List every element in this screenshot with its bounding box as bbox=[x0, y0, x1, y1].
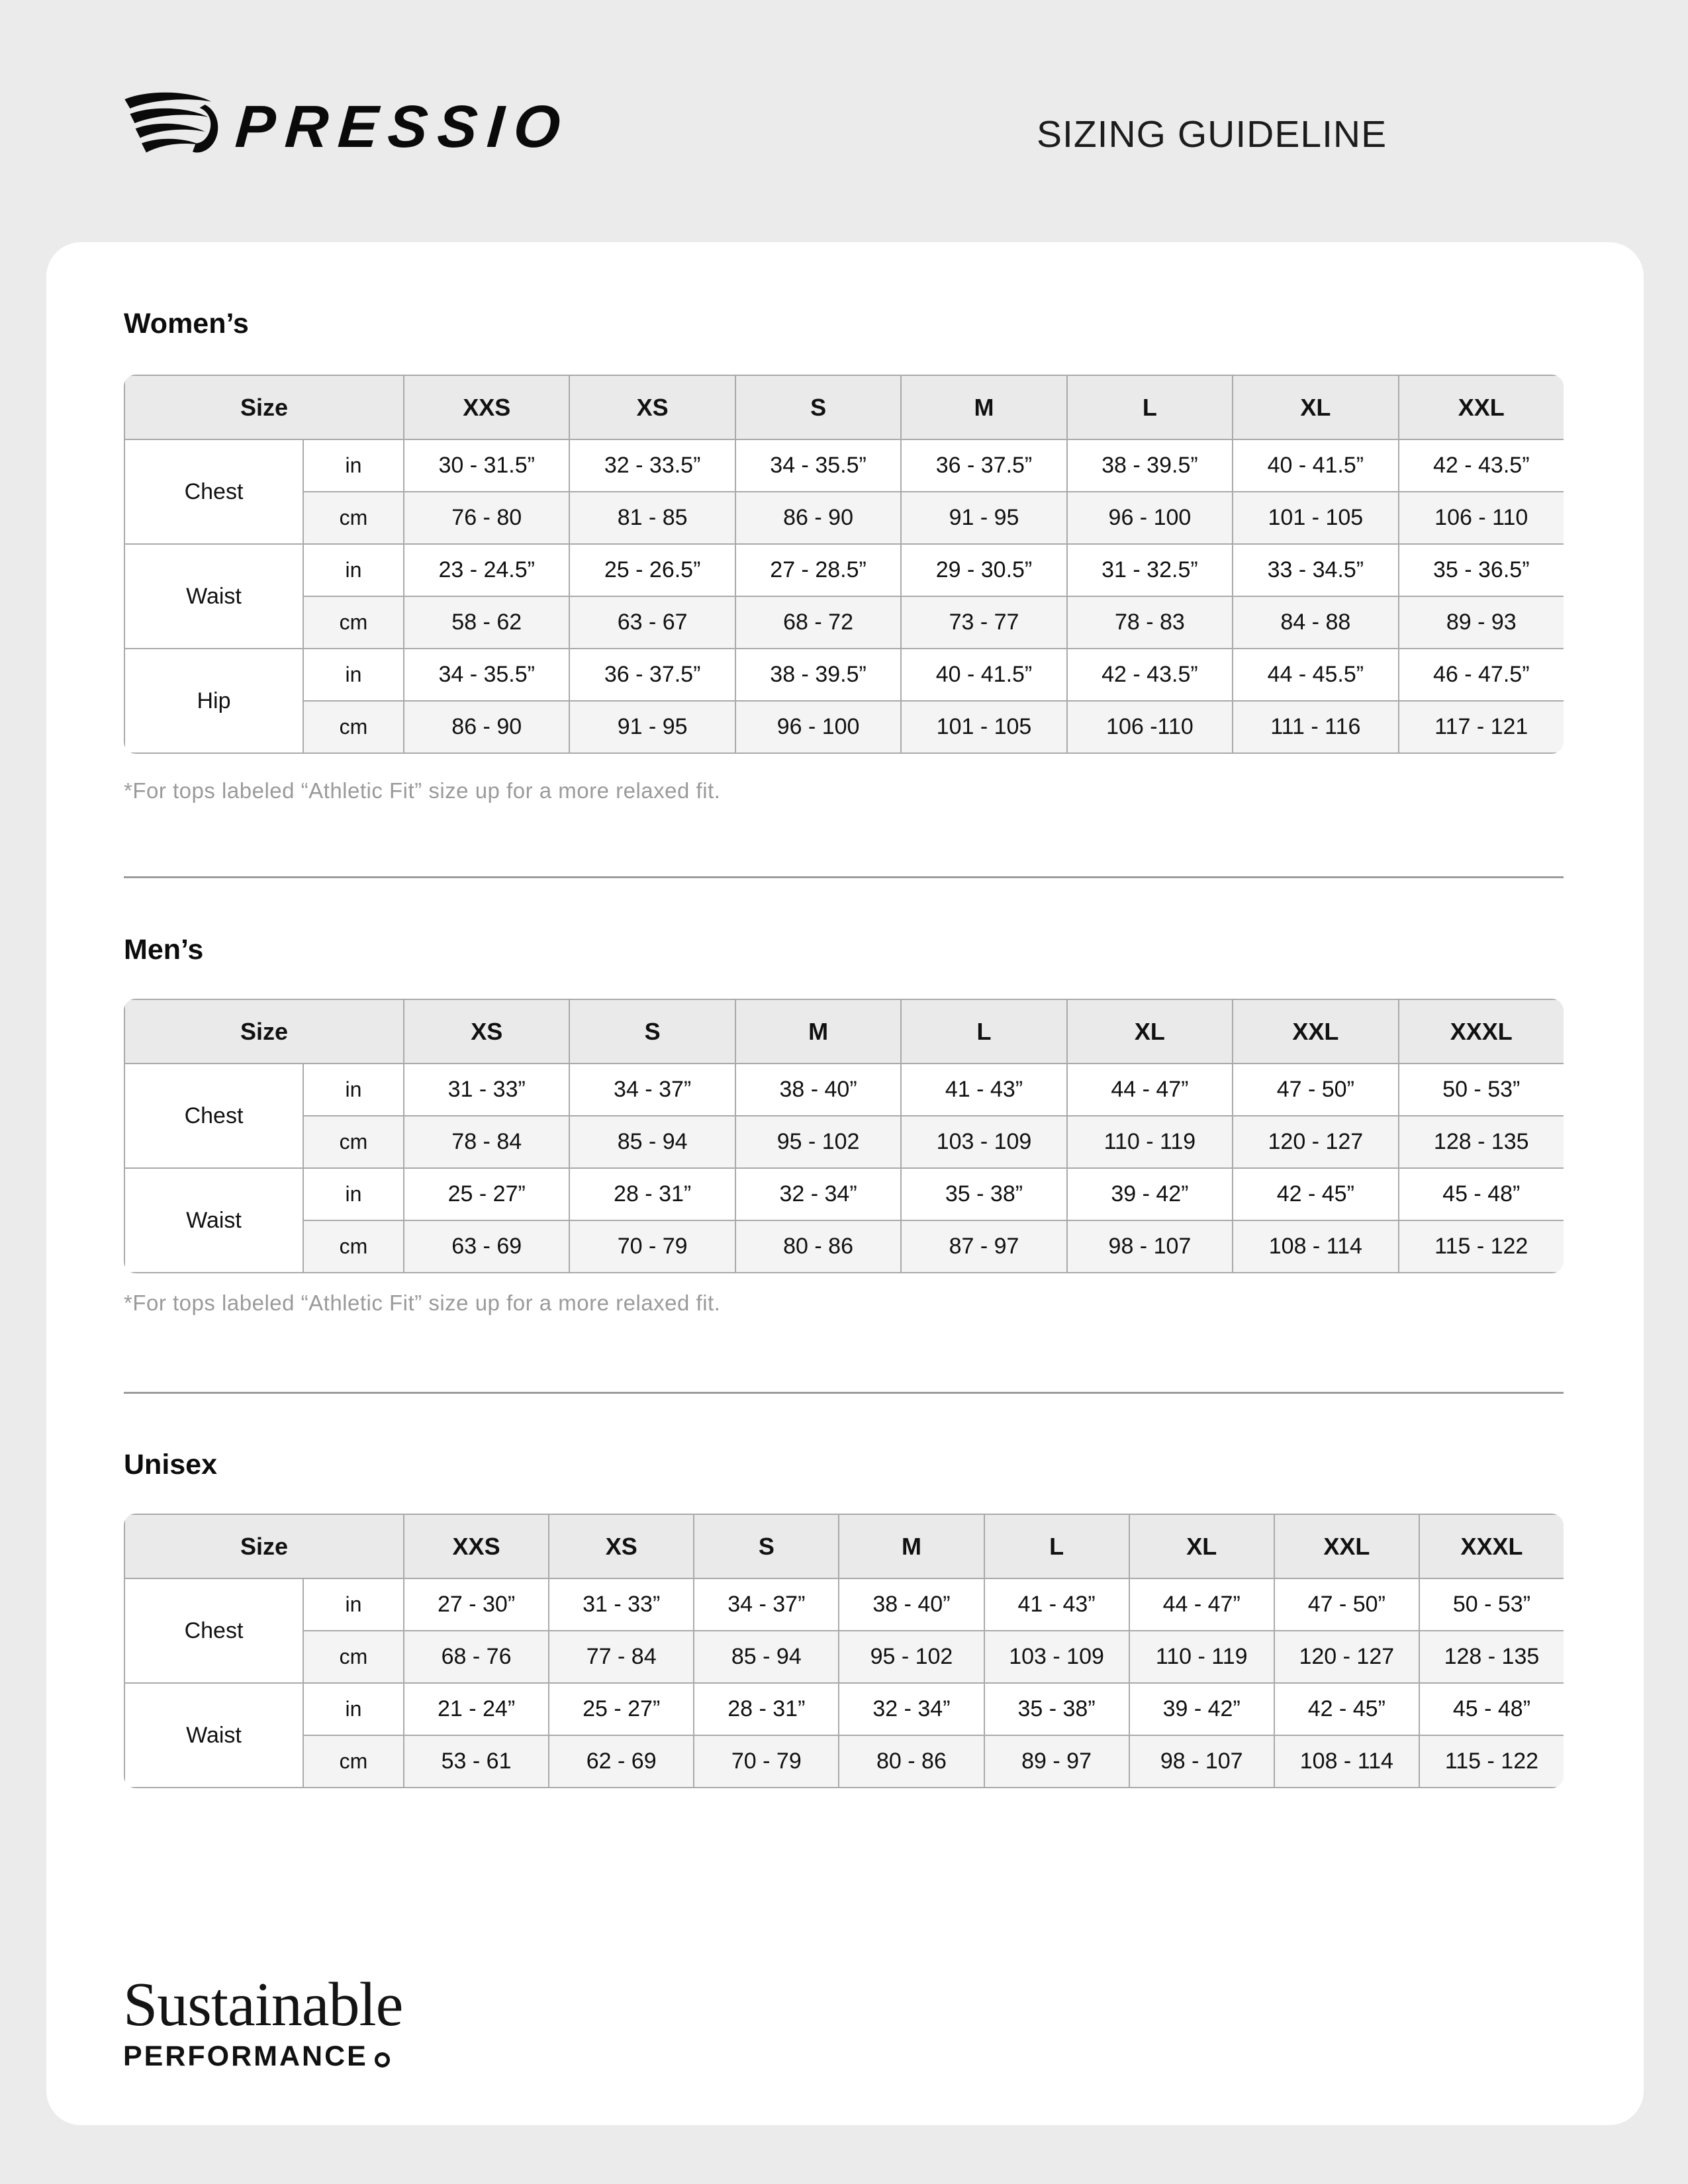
mens-footnote: *For tops labeled “Athletic Fit” size up for a more relaxed fit. bbox=[124, 1291, 721, 1315]
size-value-cell: 110 - 119 bbox=[1067, 1116, 1233, 1168]
size-value-cell: 63 - 69 bbox=[404, 1220, 569, 1273]
size-value-cell: 32 - 33.5” bbox=[569, 439, 735, 492]
size-value-cell: 47 - 50” bbox=[1274, 1578, 1419, 1631]
size-value-cell: 38 - 40” bbox=[735, 1064, 901, 1116]
unit-label: in bbox=[303, 439, 404, 492]
table-row bbox=[124, 1631, 1564, 1683]
footer-performance-text bbox=[123, 2042, 402, 2071]
unit-label: cm bbox=[303, 492, 404, 544]
womens-size-table bbox=[124, 375, 1564, 754]
brand-wordmark: PRESSIO bbox=[233, 94, 573, 160]
size-column-header: XXL bbox=[1233, 999, 1398, 1064]
size-column-header: S bbox=[569, 999, 735, 1064]
size-column-header: XS bbox=[404, 999, 569, 1064]
unit-label: in bbox=[303, 1578, 404, 1631]
size-value-cell: 25 - 26.5” bbox=[569, 544, 735, 596]
size-value-cell: 86 - 90 bbox=[404, 701, 569, 753]
size-value-cell: 41 - 43” bbox=[901, 1064, 1066, 1116]
unisex-section-heading: Unisex bbox=[124, 1449, 218, 1480]
size-value-cell: 108 - 114 bbox=[1274, 1735, 1419, 1788]
size-value-cell: 68 - 72 bbox=[735, 596, 901, 649]
size-value-cell: 32 - 34” bbox=[735, 1168, 901, 1220]
size-value-cell: 111 - 116 bbox=[1233, 701, 1398, 753]
womens-footnote: *For tops labeled “Athletic Fit” size up for a more relaxed fit. bbox=[124, 778, 721, 803]
size-column-header: XXS bbox=[404, 375, 569, 439]
size-value-cell: 30 - 31.5” bbox=[404, 439, 569, 492]
size-column-header: M bbox=[901, 375, 1066, 439]
mens-size-table bbox=[124, 999, 1564, 1273]
size-value-cell: 103 - 109 bbox=[901, 1116, 1066, 1168]
table-row bbox=[124, 439, 1564, 492]
size-value-cell: 40 - 41.5” bbox=[1233, 439, 1398, 492]
size-column-header: S bbox=[735, 375, 901, 439]
size-value-cell: 128 - 135 bbox=[1419, 1631, 1564, 1683]
size-value-cell: 85 - 94 bbox=[694, 1631, 839, 1683]
size-value-cell: 77 - 84 bbox=[549, 1631, 694, 1683]
unit-label: cm bbox=[303, 596, 404, 649]
size-value-cell: 106 -110 bbox=[1067, 701, 1233, 753]
size-value-cell: 35 - 38” bbox=[901, 1168, 1066, 1220]
brand-logo bbox=[122, 90, 573, 164]
measurement-label: Chest bbox=[124, 1064, 303, 1168]
size-value-cell: 128 - 135 bbox=[1399, 1116, 1564, 1168]
size-value-cell: 63 - 67 bbox=[569, 596, 735, 649]
table-row bbox=[124, 1578, 1564, 1631]
measurement-label: Waist bbox=[124, 1683, 303, 1788]
size-column-header: M bbox=[839, 1514, 984, 1578]
unit-label: cm bbox=[303, 1220, 404, 1273]
size-value-cell: 28 - 31” bbox=[694, 1683, 839, 1735]
womens-section-heading: Women’s bbox=[124, 308, 249, 340]
size-header-cell: Size bbox=[124, 375, 404, 439]
size-value-cell: 89 - 93 bbox=[1399, 596, 1564, 649]
size-value-cell: 44 - 47” bbox=[1129, 1578, 1274, 1631]
size-column-header: XXXL bbox=[1399, 999, 1564, 1064]
size-value-cell: 89 - 97 bbox=[984, 1735, 1129, 1788]
size-value-cell: 33 - 34.5” bbox=[1233, 544, 1398, 596]
size-value-cell: 70 - 79 bbox=[569, 1220, 735, 1273]
size-value-cell: 34 - 37” bbox=[694, 1578, 839, 1631]
size-table-grid bbox=[124, 1514, 1564, 1788]
unit-label: cm bbox=[303, 1735, 404, 1788]
size-value-cell: 42 - 45” bbox=[1233, 1168, 1398, 1220]
unisex-size-table bbox=[124, 1514, 1564, 1788]
size-value-cell: 95 - 102 bbox=[735, 1116, 901, 1168]
size-value-cell: 50 - 53” bbox=[1419, 1578, 1564, 1631]
size-column-header: M bbox=[735, 999, 901, 1064]
page-title: SIZING GUIDELINE bbox=[1037, 113, 1387, 156]
size-value-cell: 28 - 31” bbox=[569, 1168, 735, 1220]
size-value-cell: 31 - 32.5” bbox=[1067, 544, 1233, 596]
table-row bbox=[124, 1064, 1564, 1116]
unit-label: in bbox=[303, 649, 404, 701]
size-value-cell: 120 - 127 bbox=[1274, 1631, 1419, 1683]
size-value-cell: 115 - 122 bbox=[1419, 1735, 1564, 1788]
size-column-header: S bbox=[694, 1514, 839, 1578]
size-value-cell: 23 - 24.5” bbox=[404, 544, 569, 596]
size-value-cell: 101 - 105 bbox=[901, 701, 1066, 753]
size-value-cell: 36 - 37.5” bbox=[569, 649, 735, 701]
size-value-cell: 21 - 24” bbox=[404, 1683, 549, 1735]
size-column-header: XL bbox=[1067, 999, 1233, 1064]
size-column-header: XL bbox=[1129, 1514, 1274, 1578]
size-column-header: XS bbox=[549, 1514, 694, 1578]
size-value-cell: 46 - 47.5” bbox=[1399, 649, 1564, 701]
size-value-cell: 34 - 35.5” bbox=[735, 439, 901, 492]
size-value-cell: 44 - 47” bbox=[1067, 1064, 1233, 1116]
size-value-cell: 98 - 107 bbox=[1067, 1220, 1233, 1273]
size-value-cell: 50 - 53” bbox=[1399, 1064, 1564, 1116]
size-value-cell: 34 - 37” bbox=[569, 1064, 735, 1116]
size-value-cell: 81 - 85 bbox=[569, 492, 735, 544]
unit-label: cm bbox=[303, 1116, 404, 1168]
pressio-wing-icon bbox=[122, 90, 226, 164]
measurement-label: Hip bbox=[124, 649, 303, 753]
size-column-header: L bbox=[1067, 375, 1233, 439]
size-value-cell: 36 - 37.5” bbox=[901, 439, 1066, 492]
unit-label: in bbox=[303, 544, 404, 596]
size-value-cell: 35 - 36.5” bbox=[1399, 544, 1564, 596]
measurement-label: Waist bbox=[124, 544, 303, 649]
size-value-cell: 73 - 77 bbox=[901, 596, 1066, 649]
size-column-header: XL bbox=[1233, 375, 1398, 439]
size-column-header: XXS bbox=[404, 1514, 549, 1578]
measurement-label: Waist bbox=[124, 1168, 303, 1273]
size-value-cell: 58 - 62 bbox=[404, 596, 569, 649]
size-column-header: XXL bbox=[1399, 375, 1564, 439]
size-value-cell: 117 - 121 bbox=[1399, 701, 1564, 753]
footer-logo bbox=[123, 1970, 403, 2072]
size-value-cell: 95 - 102 bbox=[839, 1631, 984, 1683]
table-row bbox=[124, 1116, 1564, 1168]
size-header-cell: Size bbox=[124, 999, 404, 1064]
size-column-header: XXXL bbox=[1419, 1514, 1564, 1578]
table-row bbox=[124, 649, 1564, 701]
size-value-cell: 42 - 43.5” bbox=[1067, 649, 1233, 701]
size-value-cell: 108 - 114 bbox=[1233, 1220, 1398, 1273]
performance-dot-icon bbox=[375, 2052, 390, 2068]
size-value-cell: 40 - 41.5” bbox=[901, 649, 1066, 701]
size-value-cell: 35 - 38” bbox=[984, 1683, 1129, 1735]
size-value-cell: 68 - 76 bbox=[404, 1631, 549, 1683]
size-value-cell: 25 - 27” bbox=[404, 1168, 569, 1220]
size-value-cell: 38 - 39.5” bbox=[1067, 439, 1233, 492]
unit-label: in bbox=[303, 1064, 404, 1116]
size-value-cell: 101 - 105 bbox=[1233, 492, 1398, 544]
size-value-cell: 27 - 28.5” bbox=[735, 544, 901, 596]
measurement-label: Chest bbox=[124, 439, 303, 544]
size-value-cell: 42 - 43.5” bbox=[1399, 439, 1564, 492]
size-value-cell: 45 - 48” bbox=[1399, 1168, 1564, 1220]
size-value-cell: 106 - 110 bbox=[1399, 492, 1564, 544]
table-row bbox=[124, 1683, 1564, 1735]
table-row bbox=[124, 544, 1564, 596]
size-value-cell: 70 - 79 bbox=[694, 1735, 839, 1788]
size-value-cell: 91 - 95 bbox=[901, 492, 1066, 544]
size-column-header: XS bbox=[569, 375, 735, 439]
size-value-cell: 39 - 42” bbox=[1129, 1683, 1274, 1735]
unit-label: in bbox=[303, 1168, 404, 1220]
size-value-cell: 98 - 107 bbox=[1129, 1735, 1274, 1788]
size-value-cell: 84 - 88 bbox=[1233, 596, 1398, 649]
size-value-cell: 91 - 95 bbox=[569, 701, 735, 753]
mens-section-heading: Men’s bbox=[124, 934, 204, 966]
size-value-cell: 38 - 40” bbox=[839, 1578, 984, 1631]
size-value-cell: 41 - 43” bbox=[984, 1578, 1129, 1631]
size-value-cell: 29 - 30.5” bbox=[901, 544, 1066, 596]
size-value-cell: 53 - 61 bbox=[404, 1735, 549, 1788]
table-row bbox=[124, 1735, 1564, 1788]
size-value-cell: 47 - 50” bbox=[1233, 1064, 1398, 1116]
size-value-cell: 96 - 100 bbox=[735, 701, 901, 753]
size-column-header: L bbox=[984, 1514, 1129, 1578]
unit-label: cm bbox=[303, 701, 404, 753]
size-table-grid bbox=[124, 999, 1564, 1273]
unit-label: in bbox=[303, 1683, 404, 1735]
size-value-cell: 96 - 100 bbox=[1067, 492, 1233, 544]
table-row bbox=[124, 596, 1564, 649]
measurement-label: Chest bbox=[124, 1578, 303, 1683]
table-row bbox=[124, 1168, 1564, 1220]
size-value-cell: 115 - 122 bbox=[1399, 1220, 1564, 1273]
unit-label: cm bbox=[303, 1631, 404, 1683]
size-value-cell: 80 - 86 bbox=[839, 1735, 984, 1788]
size-value-cell: 86 - 90 bbox=[735, 492, 901, 544]
table-row bbox=[124, 701, 1564, 753]
footer-sustainable-text: Sustainable bbox=[123, 1970, 403, 2039]
size-value-cell: 32 - 34” bbox=[839, 1683, 984, 1735]
size-header-cell: Size bbox=[124, 1514, 404, 1578]
size-value-cell: 103 - 109 bbox=[984, 1631, 1129, 1683]
table-row bbox=[124, 1220, 1564, 1273]
size-column-header: XXL bbox=[1274, 1514, 1419, 1578]
size-value-cell: 31 - 33” bbox=[549, 1578, 694, 1631]
size-value-cell: 87 - 97 bbox=[901, 1220, 1066, 1273]
size-value-cell: 27 - 30” bbox=[404, 1578, 549, 1631]
footer-performance-label: PERFORMANCE bbox=[123, 2040, 368, 2072]
size-value-cell: 31 - 33” bbox=[404, 1064, 569, 1116]
size-value-cell: 62 - 69 bbox=[549, 1735, 694, 1788]
size-table-grid bbox=[124, 375, 1564, 754]
size-value-cell: 85 - 94 bbox=[569, 1116, 735, 1168]
size-value-cell: 38 - 39.5” bbox=[735, 649, 901, 701]
size-value-cell: 44 - 45.5” bbox=[1233, 649, 1398, 701]
size-value-cell: 42 - 45” bbox=[1274, 1683, 1419, 1735]
size-value-cell: 45 - 48” bbox=[1419, 1683, 1564, 1735]
size-value-cell: 76 - 80 bbox=[404, 492, 569, 544]
section-divider bbox=[124, 1392, 1564, 1394]
size-value-cell: 80 - 86 bbox=[735, 1220, 901, 1273]
size-value-cell: 78 - 84 bbox=[404, 1116, 569, 1168]
size-value-cell: 39 - 42” bbox=[1067, 1168, 1233, 1220]
size-value-cell: 110 - 119 bbox=[1129, 1631, 1274, 1683]
size-value-cell: 120 - 127 bbox=[1233, 1116, 1398, 1168]
size-column-header: L bbox=[901, 999, 1066, 1064]
size-value-cell: 78 - 83 bbox=[1067, 596, 1233, 649]
section-divider bbox=[124, 876, 1564, 878]
size-value-cell: 34 - 35.5” bbox=[404, 649, 569, 701]
size-value-cell: 25 - 27” bbox=[549, 1683, 694, 1735]
table-row bbox=[124, 492, 1564, 544]
